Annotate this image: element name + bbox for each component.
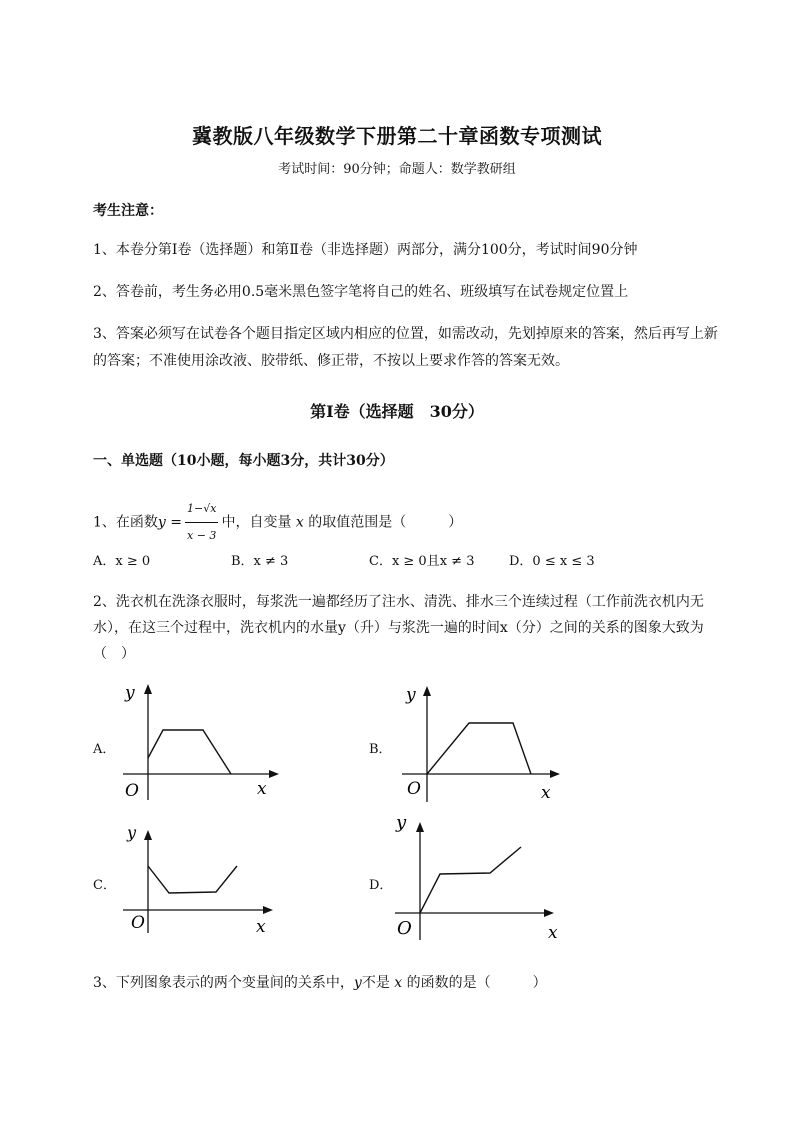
graph-d-y-label: y: [396, 812, 407, 833]
notice-item-3: 3、答案必须写在试卷各个题目指定区域内相应的位置，如需改动，先划掉原来的答案，然后再写上新: [93, 326, 718, 342]
q3-text-a: 3、下列图象表示的两个变量间的关系中，: [93, 975, 354, 991]
graph-a[interactable]: [115, 680, 285, 805]
graph-c[interactable]: [115, 818, 285, 943]
q2-option-a-label[interactable]: A．: [93, 742, 116, 757]
q1-option-c[interactable]: C．x ≥ 0且x ≠ 3: [369, 554, 475, 569]
graph-a-origin: O: [125, 781, 139, 801]
graph-a-x-label: x: [257, 779, 267, 799]
graph-b-origin: O: [407, 779, 421, 799]
page-title: 冀教版八年级数学下册第二十章函数专项测试: [192, 124, 602, 148]
q2-option-b-label[interactable]: B．: [369, 742, 392, 757]
graph-c-y-arrow: [144, 830, 152, 840]
notice-item-1: 1、本卷分第I卷（选择题）和第Ⅱ卷（非选择题）两部分，满分100分，考试时间90分钟: [93, 242, 638, 258]
graph-b-y-label: y: [406, 685, 416, 705]
graph-d-x-label: x: [548, 923, 558, 943]
q3-var-x: x: [394, 975, 403, 991]
q1-option-b[interactable]: B．x ≠ 3: [231, 554, 289, 569]
notice-heading: 考生注意：: [93, 203, 163, 219]
graph-a-curve: [148, 730, 231, 774]
graph-c-curve: [148, 866, 237, 893]
graph-a-y-label: y: [125, 683, 135, 703]
q1-prefix: 1、在函数: [93, 514, 158, 531]
q1-option-d[interactable]: D．0 ≤ x ≤ 3: [509, 554, 595, 569]
question-1: [93, 496, 462, 549]
q1-lhs: y =: [157, 514, 183, 531]
q1-suffix-b: 的取值范围是（ ）: [308, 514, 463, 531]
graph-c-y-label: y: [127, 823, 137, 842]
graph-c-origin: O: [131, 913, 145, 933]
graph-b-y-arrow: [423, 686, 431, 696]
section-title: 第I卷（选择题 30分）: [310, 402, 484, 421]
graph-b[interactable]: [398, 680, 568, 805]
graph-b-x-arrow: [550, 770, 560, 778]
graph-b-x-label: x: [541, 783, 551, 803]
graph-d-curve: [420, 847, 521, 913]
graph-a-x-arrow: [269, 770, 279, 778]
exam-subtitle: 考试时间：90分钟；命题人：数学教研组: [278, 162, 516, 177]
q2-option-c-label[interactable]: C．: [93, 878, 116, 893]
q1-var: x: [295, 514, 304, 531]
question-3: [93, 970, 547, 996]
graph-d[interactable]: [393, 810, 568, 945]
graph-d-origin: O: [397, 918, 412, 939]
q2-line-3: （ ）: [93, 646, 135, 662]
q2-line-1: 2、洗衣机在洗涤衣服时，每浆洗一遍都经历了注水、清洗、排水三个连续过程（工作前洗衣机内无: [93, 594, 704, 610]
notice-item-3-cont: 的答案；不准使用涂改液、胶带纸、修正带，不按以上要求作答的答案无效。: [93, 353, 569, 369]
graph-b-curve: [427, 723, 531, 774]
notice-item-2: 2、答卷前，考生务必用0.5毫米黑色签字笔将自己的姓名、班级填写在试卷规定位置上: [93, 284, 629, 300]
q2-option-d-label[interactable]: D．: [369, 878, 393, 893]
q1-frac-num: 1−√x: [185, 496, 218, 523]
q3-var-y: y: [353, 975, 362, 991]
q1-option-a[interactable]: A．x ≥ 0: [93, 554, 151, 569]
q1-frac-den: x − 3: [187, 529, 217, 542]
part-heading: 一、单选题（10小题，每小题3分，共计30分）: [93, 453, 394, 469]
q3-text-b: 不是: [361, 975, 390, 991]
graph-d-y-arrow: [416, 822, 424, 832]
q3-text-c: 的函数的是（ ）: [406, 975, 547, 991]
q2-line-2: 水），在这三个过程中，洗衣机内的水量y（升）与浆洗一遍的时间x（分）之间的关系的图象大致为: [93, 620, 704, 636]
graph-c-x-label: x: [256, 917, 266, 937]
graph-a-y-arrow: [144, 684, 152, 694]
graph-d-x-arrow: [544, 909, 554, 917]
q1-fraction: [185, 496, 218, 549]
graph-c-x-arrow: [263, 906, 273, 914]
q1-suffix-a: 中，自变量: [221, 514, 292, 531]
